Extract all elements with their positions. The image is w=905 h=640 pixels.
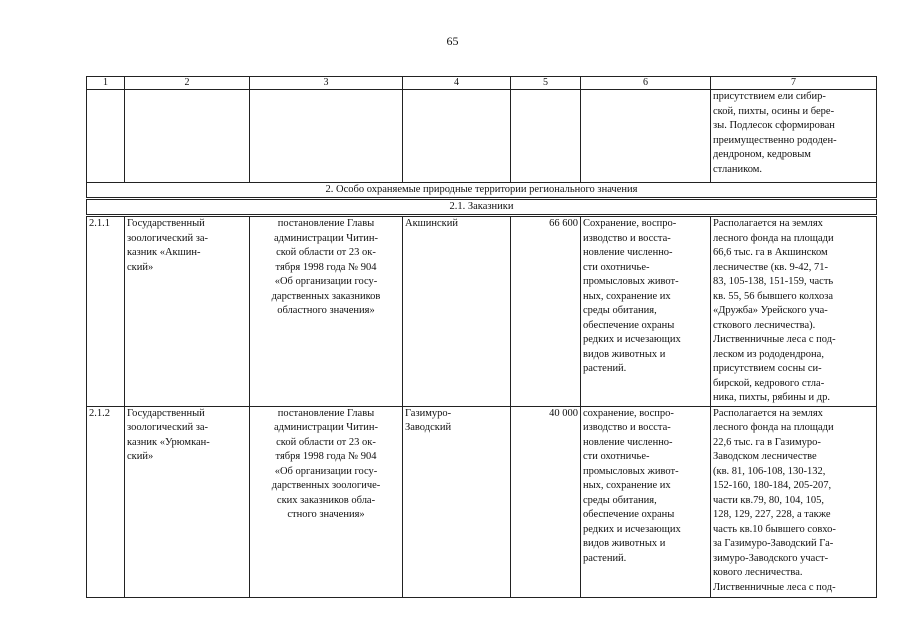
purpose-cell [581, 406, 711, 597]
text-line: новление численно- [583, 436, 673, 448]
text-line: стлаником. [713, 163, 763, 175]
text-line: Государственный [127, 407, 205, 419]
text-line: редких и исчезающих [583, 334, 681, 345]
text-line: стного значения» [287, 509, 365, 520]
text-line: ской области от 23 ок- [276, 247, 376, 258]
text-line: видов животных и [583, 348, 666, 360]
text-line: «Об организации госу- [274, 465, 378, 477]
text-line: лесного фонда на площади [713, 232, 834, 244]
text-line: обеспечение охраны [583, 509, 675, 520]
text-line: сти охотничье- [583, 451, 650, 462]
text-line: зы. Подлесок сформирован [713, 120, 835, 131]
text-line: сти охотничье- [583, 261, 650, 273]
text-line: зоологический за- [127, 422, 208, 433]
text-line: ных, сохранение их [583, 480, 671, 491]
subsection-title: 2.1. Заказники [87, 199, 877, 216]
table-cell [511, 90, 581, 183]
text-line: за Газимуро-Заводский Га- [713, 538, 834, 549]
column-number: 7 [711, 77, 877, 90]
text-line: дарственных заказников [271, 290, 381, 302]
text-line: ской области от 23 ок- [276, 436, 376, 448]
text-line: Располагается на землях [713, 218, 823, 229]
column-number: 3 [250, 77, 403, 90]
district-cell [403, 216, 511, 407]
text-line: казник «Урюмкан- [127, 436, 210, 448]
text-line: Акшинский [405, 218, 459, 229]
text-line: преимущественно рододен- [713, 134, 837, 146]
text-line: лесного фонда на площади [713, 422, 834, 433]
text-line: Лиственничные леса с под- [713, 334, 836, 345]
column-number: 4 [403, 77, 511, 90]
text-line: новление численно- [583, 247, 673, 258]
text-line: леском из рододендрона, [713, 348, 824, 360]
text-line: «Дружба» Урейского уча- [713, 305, 828, 316]
text-line: присутствием ели сибир- [713, 91, 826, 102]
table-row [87, 216, 877, 407]
text-line: изводство и восста- [583, 232, 671, 244]
text-line: видов животных и [583, 538, 666, 549]
text-line: администрации Читин- [273, 422, 379, 433]
text-line: 66,6 тыс. га в Акшинском [713, 247, 828, 258]
district-cell [403, 406, 511, 597]
document-cell [250, 406, 403, 597]
area-cell: 40 000 [511, 406, 581, 597]
section-row [87, 183, 877, 199]
text-line: 83, 105-138, 151-159, часть [713, 276, 834, 287]
name-cell [125, 406, 250, 597]
text-line: ских заказников обла- [276, 494, 376, 506]
text-line: ской, пихты, осины и бере- [713, 105, 835, 117]
text-line: ных, сохранение их [583, 290, 671, 302]
text-line: изводство и восста- [583, 422, 671, 433]
document-cell [250, 216, 403, 407]
row-number: 2.1.1 [87, 216, 125, 407]
text-line: Заводском лесничестве [713, 451, 817, 462]
table-row [87, 406, 877, 597]
text-line: дендроном, кедровым [713, 149, 811, 160]
text-line: лесничестве (кв. 9-42, 71- [713, 261, 828, 273]
column-number: 2 [125, 77, 250, 90]
text-line: сткового лесничества). [713, 319, 816, 331]
text-line: дарственных зоологиче- [271, 480, 381, 491]
table-cell [581, 90, 711, 183]
description-cell [711, 406, 877, 597]
subsection-row [87, 199, 877, 216]
protected-areas-table [86, 76, 877, 598]
column-number: 5 [511, 77, 581, 90]
column-number: 6 [581, 77, 711, 90]
description-cell [711, 90, 877, 183]
purpose-cell [581, 216, 711, 407]
text-line: растений. [583, 363, 627, 374]
page-number: 65 [446, 34, 459, 48]
text-line: кового лесничества. [713, 567, 803, 578]
text-line: Газимуро- [405, 407, 452, 419]
text-line: сохранение, воспро- [583, 407, 674, 419]
text-line: администрации Читин- [273, 232, 379, 244]
continuation-row [87, 90, 877, 183]
text-line: зимуро-Заводского участ- [713, 552, 829, 564]
text-line: Сохранение, воспро- [583, 218, 677, 229]
text-line: редких и исчезающих [583, 523, 681, 535]
text-line: среды обитания, [583, 305, 657, 316]
text-line: промысловых живот- [583, 465, 679, 477]
text-line: части кв.79, 80, 104, 105, [713, 494, 824, 506]
text-line: казник «Акшин- [127, 247, 201, 258]
table-cell [87, 90, 125, 183]
text-line: 128, 129, 227, 228, а также [713, 509, 831, 520]
text-line: постановление Главы [277, 407, 375, 419]
text-line: среды обитания, [583, 494, 657, 506]
text-line: Государственный [127, 218, 205, 229]
section-title: 2. Особо охраняемые природные территории регионального значения [87, 183, 877, 199]
area-cell: 66 600 [511, 216, 581, 407]
text-line: обеспечение охраны [583, 319, 675, 331]
text-line: постановление Главы [277, 218, 375, 229]
text-line: присутствием сосны си- [713, 363, 822, 374]
text-line: Лиственничные леса с под- [713, 581, 836, 593]
text-line: тября 1998 года № 904 [275, 261, 377, 273]
description-cell [711, 216, 877, 407]
table-cell [125, 90, 250, 183]
table-cell [250, 90, 403, 183]
text-line: ский» [127, 451, 154, 462]
text-line: зоологический за- [127, 232, 208, 244]
text-line: бирской, кедрового стла- [713, 377, 825, 389]
text-line: 152-160, 180-184, 205-207, [713, 480, 832, 491]
table-cell [403, 90, 511, 183]
text-line: растений. [583, 552, 627, 564]
text-line: кв. 55, 56 бывшего колхоза [713, 290, 834, 302]
text-line: ский» [127, 261, 154, 273]
text-line: областного значения» [277, 305, 375, 316]
text-line: Заводский [405, 422, 452, 433]
column-number-row [87, 77, 877, 90]
text-line: Располагается на землях [713, 407, 823, 419]
text-line: 22,6 тыс. га в Газимуро- [713, 436, 821, 448]
text-line: (кв. 81, 106-108, 130-132, [713, 465, 826, 477]
text-line: ника, пихты, рябины и др. [713, 392, 831, 403]
name-cell [125, 216, 250, 407]
text-line: часть кв.10 бывшего совхо- [713, 523, 836, 535]
row-number: 2.1.2 [87, 406, 125, 597]
text-line: промысловых живот- [583, 276, 679, 287]
column-number: 1 [87, 77, 125, 90]
text-line: «Об организации госу- [274, 276, 378, 287]
text-line: тября 1998 года № 904 [275, 451, 377, 462]
